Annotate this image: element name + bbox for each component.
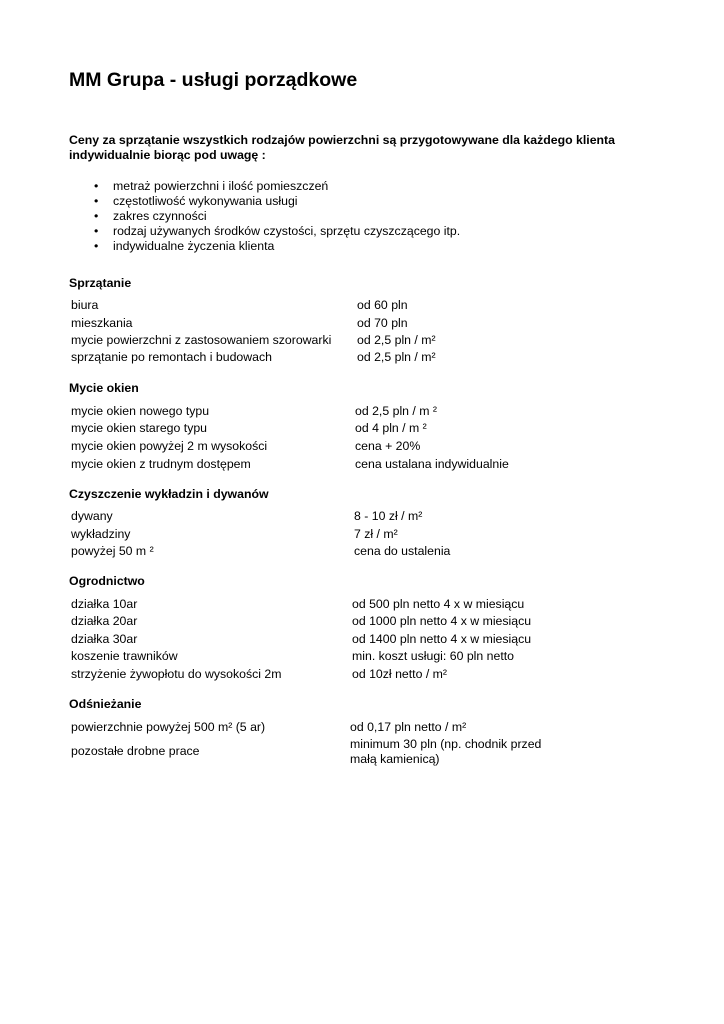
service-name: strzyżenie żywopłotu do wysokości 2m	[71, 667, 282, 681]
service-price: min. koszt usługi: 60 pln netto	[352, 649, 514, 663]
service-name: mieszkania	[71, 316, 133, 330]
service-price: cena do ustalenia	[354, 544, 451, 558]
service-price: od 2,5 pln / m ²	[355, 404, 438, 418]
service-name: koszenie trawników	[71, 649, 178, 663]
criteria-text: zakres czynności	[113, 209, 207, 223]
criteria-item	[94, 224, 460, 239]
intro-paragraph: Ceny za sprzątanie wszystkich rodzajów powierzchni są przygotowywane dla każdego klienta indywidualnie biorąc pod uwagę :	[69, 133, 615, 162]
section-heading-sprzatanie: Sprzątanie	[69, 276, 132, 290]
service-price: od 60 pln	[357, 298, 408, 312]
service-price: 7 zł / m²	[354, 527, 398, 541]
section-heading-mycie-okien: Mycie okien	[69, 381, 139, 395]
section-heading-czyszczenie: Czyszczenie wykładzin i dywanów	[69, 487, 269, 501]
service-price: od 1000 pln netto 4 x w miesiącu	[352, 614, 532, 628]
service-name: powierzchnie powyżej 500 m² (5 ar)	[71, 720, 266, 734]
criteria-item	[94, 179, 460, 194]
service-name: wykładziny	[71, 527, 131, 541]
service-price: cena + 20%	[355, 439, 421, 453]
service-name: biura	[71, 298, 99, 312]
service-price: od 70 pln	[357, 316, 408, 330]
service-name: mycie okien starego typu	[71, 421, 208, 435]
service-price: od 4 pln / m ²	[355, 421, 427, 435]
service-name: pozostałe drobne prace	[71, 744, 200, 758]
service-name: działka 20ar	[71, 614, 138, 628]
criteria-item	[94, 194, 460, 209]
bullet-icon: •	[94, 239, 99, 253]
criteria-text: częstotliwość wykonywania usługi	[113, 194, 298, 208]
criteria-item	[94, 209, 460, 224]
service-name: mycie powierzchni z zastosowaniem szorowarki	[71, 333, 332, 347]
service-name: dywany	[71, 509, 113, 523]
section-heading-odsniezanie: Odśnieżanie	[69, 697, 142, 711]
criteria-text: rodzaj używanych środków czystości, sprzętu czyszczącego itp.	[113, 224, 461, 238]
document-title: MM Grupa - usługi porządkowe	[69, 69, 358, 91]
service-price: 8 - 10 zł / m²	[354, 509, 423, 523]
criteria-item	[94, 239, 460, 254]
service-name: mycie okien z trudnym dostępem	[71, 457, 251, 471]
service-price: od 1400 pln netto 4 x w miesiącu	[352, 632, 532, 646]
bullet-icon: •	[94, 194, 99, 208]
service-name: mycie okien nowego typu	[71, 404, 210, 418]
service-name: powyżej 50 m ²	[71, 544, 154, 558]
service-price: od 2,5 pln / m²	[357, 333, 436, 347]
criteria-text: metraż powierzchni i ilość pomieszczeń	[113, 179, 329, 193]
service-price: cena ustalana indywidualnie	[355, 457, 509, 471]
pricing-criteria-list	[94, 179, 460, 254]
service-price: od 0,17 pln netto / m²	[350, 720, 467, 734]
service-name: działka 10ar	[71, 597, 138, 611]
service-price: od 10zł netto / m²	[352, 667, 448, 681]
service-price: od 500 pln netto 4 x w miesiącu	[352, 597, 525, 611]
bullet-icon: •	[94, 179, 99, 193]
criteria-text: indywidualne życzenia klienta	[113, 239, 275, 253]
bullet-icon: •	[94, 224, 99, 238]
service-name: mycie okien powyżej 2 m wysokości	[71, 439, 268, 453]
service-price: minimum 30 pln (np. chodnik przed małą kamienicą)	[350, 737, 542, 766]
service-name: działka 30ar	[71, 632, 138, 646]
section-heading-ogrodnictwo: Ogrodnictwo	[69, 574, 145, 588]
service-name: sprzątanie po remontach i budowach	[71, 350, 272, 364]
bullet-icon: •	[94, 209, 99, 223]
service-price: od 2,5 pln / m²	[357, 350, 436, 364]
